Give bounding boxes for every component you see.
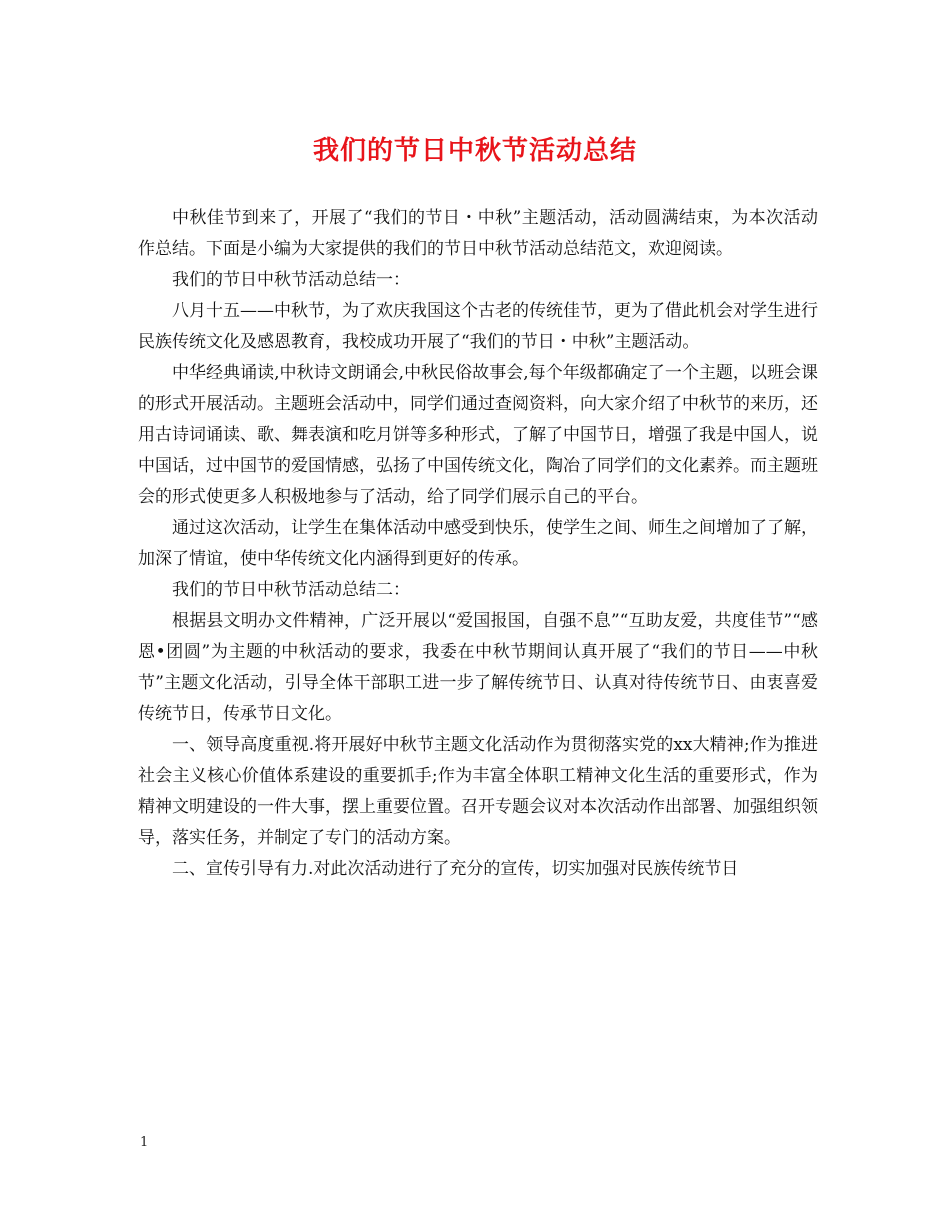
page-number: 1: [140, 1135, 149, 1150]
body-paragraph: 八月十五——中秋节，为了欢庆我国这个古老的传统佳节，更为了借此机会对学生进行民族传统文化及感恩教育，我校成功开展了“我们的节日・中秋”主题活动。: [138, 301, 818, 352]
body-paragraph: 一、领导高度重视.将开展好中秋节主题文化活动作为贯彻落实党的xx大精神;作为推进社会主义核心价值体系建设的重要抓手;作为丰富全体职工精神文化生活的重要形式，作为精神文明建设的一件大事，摆上重要位置。召开专题会议对本次活动作出部署、加强组织领导，落实任务，并制定了专门的活动方案。: [138, 735, 818, 848]
intro-paragraph: 中秋佳节到来了，开展了“我们的节日・中秋”主题活动，活动圆满结束，为本次活动作总结。下面是小编为大家提供的我们的节日中秋节活动总结范文，欢迎阅读。: [138, 208, 818, 259]
document-body: [138, 203, 818, 885]
body-paragraph: 中华经典诵读,中秋诗文朗诵会,中秋民俗故事会,每个年级都确定了一个主题，以班会课的形式开展活动。主题班会活动中，同学们通过查阅资料，向大家介绍了中秋节的来历，还用古诗词诵读、歌、舞表演和吃月饼等多种形式，了解了中国节日，增强了我是中国人，说中国话，过中国节的爱国情感，弘扬了中国传统文化，陶冶了同学们的文化素养。而主题班会的形式使更多人积极地参与了活动，给了同学们展示自己的平台。: [138, 363, 818, 507]
section-heading-one: 我们的节日中秋节活动总结一：: [172, 270, 410, 290]
body-paragraph: 根据县文明办文件精神，广泛开展以“爱国报国，自强不息”“互助友爱，共度佳节”“感恩•团圆”为主题的中秋活动的要求，我委在中秋节期间认真开展了“我们的节日——中秋节”主题文化活动，引导全体干部职工进一步了解传统节日、认真对待传统节日、由衷喜爱传统节日，传承节日文化。: [138, 611, 818, 724]
body-paragraph: 二、宣传引导有力.对此次活动进行了充分的宣传，切实加强对民族传统节日: [172, 859, 739, 879]
page-title: 我们的节日中秋节活动总结: [312, 136, 637, 166]
section-heading-two: 我们的节日中秋节活动总结二：: [172, 580, 410, 600]
body-paragraph: 通过这次活动，让学生在集体活动中感受到快乐，使学生之间、师生之间增加了了解，加深了情谊，使中华传统文化内涵得到更好的传承。: [138, 518, 818, 569]
